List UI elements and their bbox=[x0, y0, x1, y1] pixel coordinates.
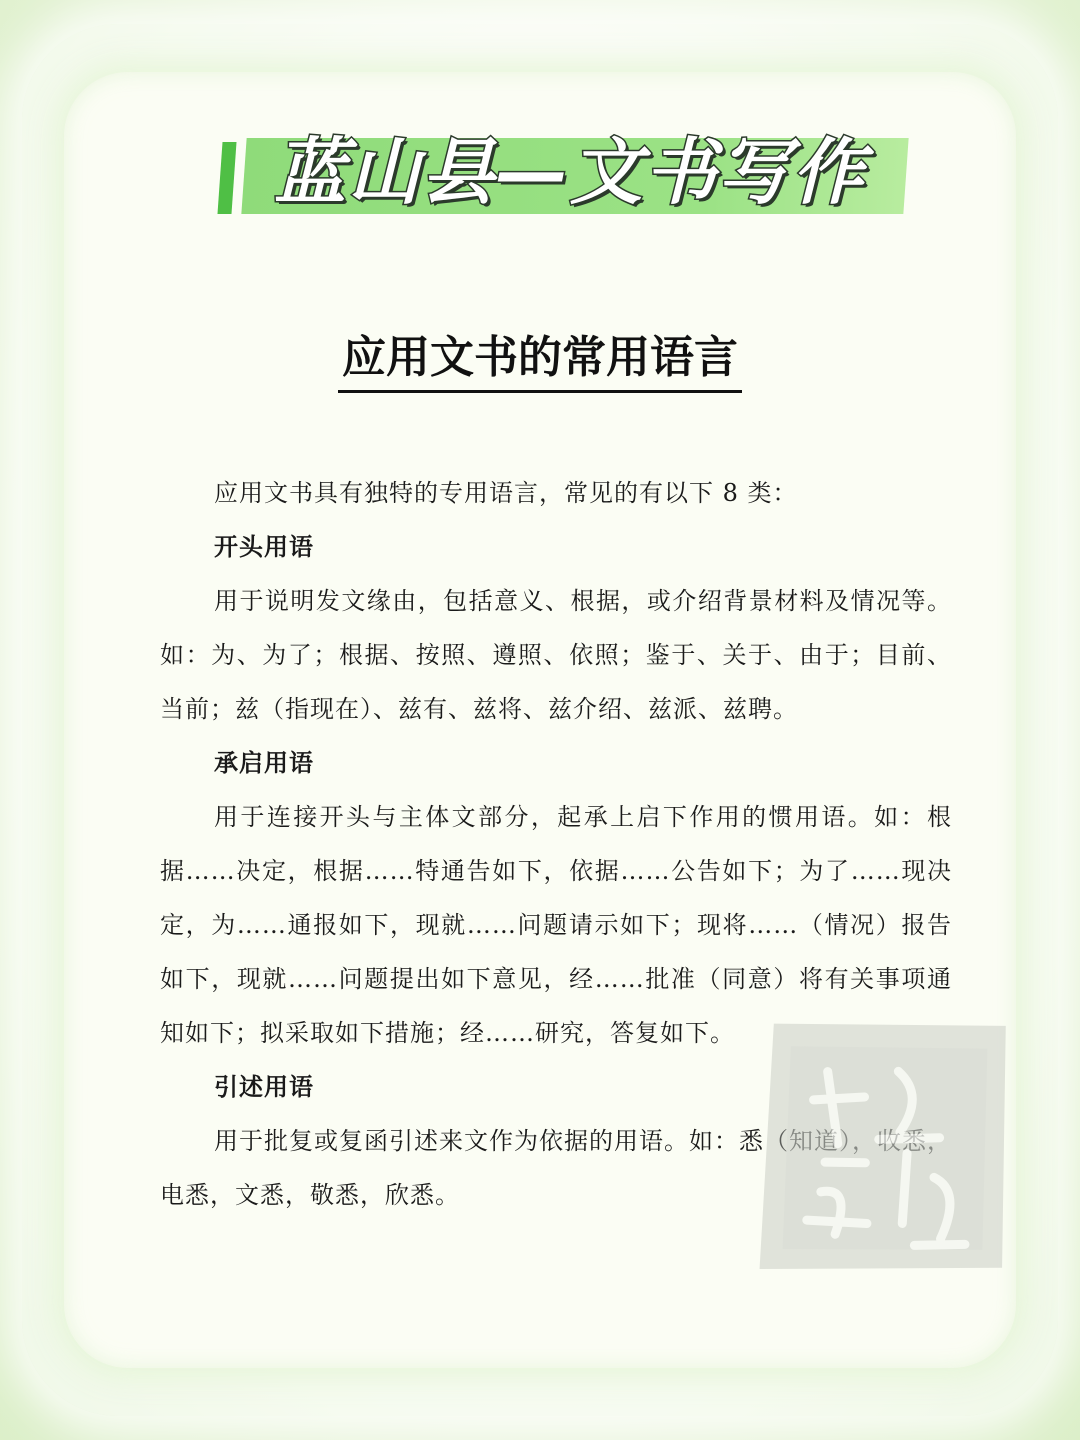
document-title: 应用文书的常用语言 bbox=[338, 328, 742, 393]
seal-stamp-icon bbox=[719, 981, 1047, 1309]
section-body-transition: 用于连接开头与主体文部分，起承上启下作用的惯用语。如：根据……决定，根据……特通告如下，依据……公告如下；为了……现决定，为……通报如下，现就……问题请示如下；现将……（情况）报告如下，现就……问题提出如下意见，经……批准（同意）将有关事项通知如下；拟采取如下措施；经……研究，答复如下。 bbox=[160, 803, 952, 1047]
header-banner bbox=[220, 130, 906, 216]
intro-paragraph: 应用文书具有独特的专用语言，常见的有以下 8 类： bbox=[214, 479, 798, 507]
section-heading-transition: 承启用语 bbox=[214, 748, 314, 777]
section-body-opening: 用于说明发文缘由，包括意义、根据，或介绍背景材料及情况等。如：为、为了；根据、按照、遵照、依照；鉴于、关于、由于；目前、当前；兹（指现在）、兹有、兹将、兹介绍、兹派、兹聘。 bbox=[160, 587, 952, 723]
banner-accent-stripe bbox=[217, 142, 236, 214]
banner-title: 蓝山县—文书写作 bbox=[273, 130, 866, 214]
section-body-citation: 用于批复或复函引述来文作为依据的用语。如：悉（知道），收悉，电悉，文悉，敬悉，欣悉。 bbox=[160, 1127, 952, 1209]
document-title-wrap bbox=[0, 328, 1080, 393]
section-heading-opening: 开头用语 bbox=[214, 532, 314, 561]
section-heading-citation: 引述用语 bbox=[214, 1072, 314, 1101]
